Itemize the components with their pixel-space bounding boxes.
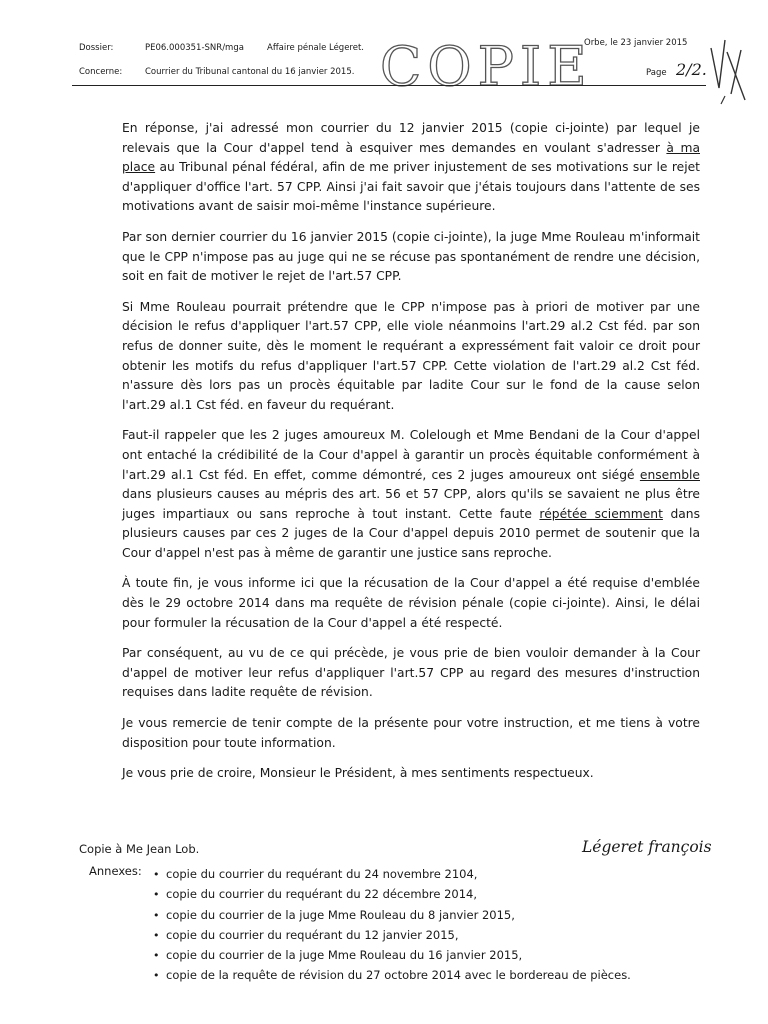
list-item: • copie du courrier du requérant du 24 novembre 2104,	[153, 864, 631, 884]
copy-recipient: Copie à Me Jean Lob.	[79, 842, 200, 856]
list-item: • copie de la requête de révision du 27 octobre 2014 avec le bordereau de pièces.	[153, 965, 631, 985]
underlined-text: répétée sciemment	[539, 506, 663, 521]
letter-body	[122, 119, 700, 795]
paragraph-7: Je vous remercie de tenir compte de la présente pour votre instruction, et me tiens à votre disposition pour toute information.	[122, 716, 700, 750]
bullet-icon: •	[153, 888, 160, 902]
paragraph-3: Si Mme Rouleau pourrait prétendre que le CPP n'impose pas à priori de motiver par une décision le refus d'appliquer l'art.57 CPP, elle viole néanmoins l'art.29 al.2 Cst féd. par son refus de donner suite, dès le moment le requérant a expressément fait valoir ce droit pour obtenir les motifs du refus d'appliquer l'art.57 CPP. Cette violation de l'art.29 al.2 Cst féd. n'assure dès lors pas un procès équitable par ladite Cour sur le fond de la cause selon l'art.29 al.1 Cst féd. en faveur du requérant.	[122, 299, 700, 412]
concerne-label: Concerne:	[79, 67, 123, 77]
place-date: Orbe, le 23 janvier 2015	[584, 38, 688, 48]
annex-list	[153, 864, 631, 986]
paragraph-6: Par conséquent, au vu de ce qui précède, je vous prie de bien vouloir demander à la Cour d'appel de motiver leur refus d'appliquer l'art.57 CPP au regard des mesures d'instruction requises dans ladite requête de révision.	[122, 646, 700, 700]
bullet-icon: •	[153, 868, 160, 881]
concerne-value: Courrier du Tribunal cantonal du 16 janvier 2015.	[145, 67, 355, 77]
paragraph-8-closing: Je vous prie de croire, Monsieur le Président, à mes sentiments respectueux.	[122, 766, 594, 781]
affaire-title: Affaire pénale Légeret.	[267, 43, 365, 53]
dossier-value: PE06.000351-SNR/mga	[145, 43, 244, 53]
handwritten-mark-icon	[705, 30, 755, 110]
annexes-label: Annexes:	[89, 864, 142, 878]
list-item: • copie du courrier de la juge Mme Rouleau du 8 janvier 2015,	[153, 905, 631, 925]
copie-stamp: COPIE	[380, 35, 593, 98]
bullet-icon: •	[153, 969, 160, 983]
underlined-text: à ma place	[122, 140, 700, 175]
paragraph-2: Par son dernier courrier du 16 janvier 2015 (copie ci-jointe), la juge Mme Rouleau m'informait que le CPP n'impose pas au juge qui ne se récuse pas spontanément de rendre une décision, soit en fait de motiver le rejet de l'art.57 CPP.	[122, 229, 700, 284]
dossier-label: Dossier:	[79, 43, 114, 53]
paragraph-4: Faut-il rappeler que les 2 juges amoureux M. Colelough et Mme Bendani de la Cour d'appel ont entaché la crédibilité de la Cour d'appel à garantir un procès équitable conformément à l'art.29 al.1 Cst féd. En effet, comme démontré, ces 2 juges amoureux ont siégé ensemble dans plusieurs causes au mépris des art. 56 et 57 CPP, alors qu'ils se savaient ne plus être juges impartiaux ou sans reproche à tout instant. Cette faute répétée sciemment dans plusieurs causes par ces 2 juges de la Cour d'appel depuis 2010 permet de soutenir que la Cour d'appel n'est pas à même de garantir une justice sans reproche.	[122, 428, 700, 560]
signature: Légeret françois	[582, 838, 712, 856]
underlined-text: ensemble	[639, 467, 700, 482]
header-divider	[72, 85, 706, 86]
bullet-icon: •	[153, 908, 160, 922]
list-item: • copie du courrier de la juge Mme Rouleau du 16 janvier 2015,	[153, 945, 631, 965]
list-item: • copie du courrier du requérant du 22 décembre 2014,	[153, 884, 631, 904]
page-label: Page	[646, 68, 667, 78]
paragraph-5: À toute fin, je vous informe ici que la récusation de la Cour d'appel a été requise d'emblée dès le 29 octobre 2014 dans ma requête de révision pénale (copie ci-jointe). Ainsi, le délai pour formuler la récusation de la Cour d'appel a été respecté.	[122, 576, 700, 630]
page-number: 2/2.	[676, 60, 707, 79]
bullet-icon: •	[153, 949, 160, 963]
paragraph-1: En réponse, j'ai adressé mon courrier du 12 janvier 2015 (copie ci-jointe) par lequel je relevais que la Cour d'appel tend à esquiver mes demandes en voulant s'adresser à ma place au Tribunal pénal fédéral, afin de me priver injustement de ses motivations sur le rejet d'appliquer d'office l'art. 57 CPP. Ainsi j'ai fait savoir que j'étais toujours dans l'attente de ses motivations avant de saisir moi-même l'instance supérieure.	[122, 121, 700, 214]
list-item: • copie du courrier du requérant du 12 janvier 2015,	[153, 925, 631, 945]
bullet-icon: •	[153, 928, 160, 942]
